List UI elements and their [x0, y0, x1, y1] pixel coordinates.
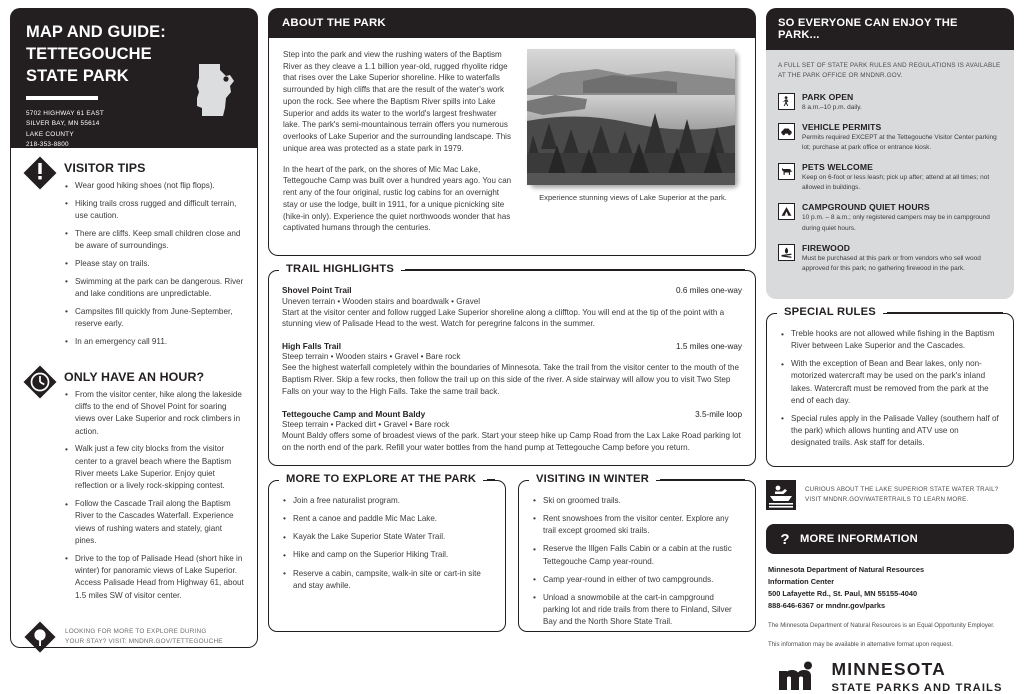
list-item: • Swimming at the park can be dangerous. River and lake conditions are unpredictable. — [64, 276, 245, 301]
dnr-address: 500 Lafayette Rd., St. Paul, MN 55155-4040 — [768, 589, 918, 599]
list-item: • Rent a canoe and paddle Mic Mac Lake. — [282, 513, 492, 525]
left-column — [10, 8, 258, 655]
svg-text:?: ? — [780, 531, 790, 549]
map-pin-diamond-icon — [23, 620, 57, 654]
rule-text: 10 p.m. – 8 a.m.; only registered campers may be in campground during quiet hours. — [802, 214, 990, 232]
trail-highlights-content — [268, 270, 756, 466]
trail-description: Start at the visitor center and follow rugged Lake Superior shoreline along a clifftop. You will end at the tip of the point with a stunning view of Palisade Head to the west. Watch for peregrine falcons in the summer. — [282, 307, 725, 329]
water-trail-note — [766, 480, 1014, 510]
legend-rule — [660, 479, 745, 480]
trail-entry — [282, 341, 742, 398]
canoe-icon — [766, 480, 796, 510]
more-information-body — [766, 554, 1014, 694]
right-column — [766, 8, 1014, 694]
dnr-phone: 888-646-6367 or mndnr.gov/parks — [768, 601, 886, 611]
explore-more-line-1: LOOKING FOR MORE TO EXPLORE DURING — [65, 627, 207, 635]
rule-body — [802, 243, 1002, 274]
list-item: • Kayak the Lake Superior State Water Trail. — [282, 531, 492, 543]
rule-title: CAMPGROUND QUIET HOURS — [802, 202, 930, 213]
visiting-in-winter-list — [532, 495, 742, 629]
rule-body — [802, 202, 1002, 233]
trail-name: High Falls Trail — [282, 340, 342, 351]
question-mark-icon — [778, 531, 792, 547]
more-to-explore-box — [268, 472, 506, 632]
list-item: • With the exception of Bean and Bear lakes, only non-motorized watercraft may be used on the park's inland lakes. Watercraft must be removed from the park at the end of each day. — [780, 358, 1000, 407]
dnr-dept: Information Center — [768, 577, 835, 587]
address-line-3: LAKE COUNTY — [26, 130, 74, 138]
equal-opportunity-text: The Minnesota Department of Natural Resources is an Equal Opportunity Employer. — [768, 622, 995, 630]
address-line-2: SILVER BAY, MN 55614 — [26, 120, 100, 128]
legend-rule — [887, 312, 1003, 313]
list-item: • Drive to the top of Palisade Head (short hike in winter) for panoramic views of Lake Superior. Access Palisade Head from Highway 61, about 1.5 miles SW of visitor center. — [64, 553, 245, 602]
list-item: • Rent snowshoes from the visitor center. Explore any trail except groomed ski trails. — [532, 513, 742, 537]
mn-wordmark: MINNESOTA — [831, 658, 946, 679]
only-have-an-hour-section — [23, 367, 245, 608]
list-item: • Reserve a cabin, campsite, walk-in site or cart-in site and stay awhile. — [282, 568, 492, 592]
about-the-park-body — [268, 38, 756, 256]
dog-icon — [778, 163, 795, 180]
explore-more-note — [23, 620, 245, 654]
address-email: TETTEGOUCHE.STATEPARK@STATE.MN.US — [26, 151, 170, 159]
trail-surface: Steep terrain • Wooden stairs • Gravel • Bare rock — [282, 352, 461, 362]
list-item: • Hike and camp on the Superior Hiking Trail. — [282, 549, 492, 561]
rule-text: Keep on 6-foot or less leash; pick up after; attend at all times; not allowed in buildings. — [802, 174, 990, 192]
rule-item — [778, 162, 1002, 193]
rule-text: 8 a.m.–10 p.m. daily. — [802, 104, 862, 112]
rule-body — [802, 162, 1002, 193]
special-rules-box — [766, 306, 1014, 467]
trail-length: 1.5 miles one-way — [676, 341, 742, 351]
about-paragraph: In the heart of the park, on the shores of Mic Mac Lake, Tettegouche Camp was built over a hundred years ago. You can rent any of the four original, rustic log cabins for an overnight stay or use the lodge, built in 1911, for a unique picnicking site (hike-in only). Experience the quiet northwoods wonder that has captivated humans through the centuries. — [283, 164, 512, 233]
lake-superior-shoreline-photo — [527, 49, 735, 185]
mn-logo-icon — [777, 661, 821, 691]
photo-block — [527, 49, 739, 245]
rule-item — [778, 243, 1002, 274]
title-divider — [26, 96, 98, 100]
explore-more-line-2: YOUR STAY? VISIT: MNDNR.GOV/TETTEGOUCHE — [65, 637, 223, 645]
trail-length: 0.6 miles one-way — [676, 286, 742, 295]
rule-title: FIREWOOD — [802, 242, 851, 253]
about-text — [283, 49, 513, 245]
trail-name: Shovel Point Trail — [282, 285, 352, 295]
list-item: • Camp year-round in either of two campgrounds. — [532, 574, 742, 586]
only-have-an-hour-title: ONLY HAVE AN HOUR? — [64, 369, 205, 384]
rule-title: VEHICLE PERMITS — [802, 122, 882, 133]
mn-wordmark-sub: STATE PARKS AND TRAILS — [831, 682, 1003, 694]
rule-body — [802, 122, 1002, 153]
explore-more-text — [65, 627, 223, 647]
car-icon — [778, 123, 795, 140]
visitor-tips-card — [10, 148, 258, 648]
visiting-in-winter-content — [518, 480, 756, 632]
list-item: • There are cliffs. Keep small children close and be aware of surroundings. — [64, 228, 245, 253]
page-title: MAP AND GUIDE: TETTEGOUCHE STATE PARK — [26, 23, 166, 85]
visiting-in-winter-box — [518, 472, 756, 632]
rule-item — [778, 122, 1002, 153]
list-item: • Walk just a few city blocks from the visitor center to a gravel beach where the Baptism River meets Lake Superior. Enjoy quiet reflection or a lively rock-skipping contest. — [64, 443, 245, 492]
about-paragraph: Step into the park and view the rushing waters of the Baptism River as they cleave a 1.1 billion year-old, rugged rhyolite ridge that rises over the Lake Superior shoreline. Hike to waterfalls surrounded by high cliffs that are the result of the water's work upon the rock. See where the Baptism River spills into Lake Superior and adds its water to the world's largest freshwater lake. The park's semi-mountainous terrain offers you numerous overlooks of Lake Superior and the surrounding landscape. This unique area was protected as a state park in 1979. — [283, 50, 511, 153]
rule-item — [778, 92, 1002, 113]
alternative-format-text: This information may be available in alternative format upon request. — [768, 640, 953, 648]
rule-text: Must be purchased at this park or from vendors who sell wood approved for this park; no gathering firewood in the park. — [802, 254, 981, 272]
address-phone: 218-353-8800 — [26, 140, 69, 148]
trail-surface: Uneven terrain • Wooden stairs and boardwalk • Gravel — [282, 296, 481, 306]
exclamation-diamond-icon — [23, 156, 57, 190]
clock-diamond-icon — [23, 365, 57, 399]
enjoy-the-park-body — [766, 50, 1014, 299]
list-item: • In an emergency call 911. — [64, 336, 245, 348]
special-rules-content — [766, 313, 1014, 467]
visitor-tips-body — [64, 158, 245, 354]
trail-highlights-box — [268, 263, 756, 466]
list-item: • Join a free naturalist program. — [282, 495, 492, 507]
visitor-tips-title: VISITOR TIPS — [64, 161, 146, 175]
list-item: • Treble hooks are not allowed while fishing in the Baptism River between Lake Superior and the Cascades. — [780, 328, 1000, 353]
list-item: • Ski on groomed trails. — [532, 495, 742, 507]
about-the-park-heading: ABOUT THE PARK — [268, 8, 756, 38]
more-to-explore-list — [282, 495, 492, 592]
only-have-an-hour-list — [64, 389, 245, 602]
campfire-icon — [778, 244, 795, 261]
visitor-tips-section — [23, 158, 245, 354]
more-to-explore-heading: MORE TO EXPLORE AT THE PARK — [279, 473, 483, 485]
more-information-heading: MORE INFORMATION — [800, 533, 918, 546]
trail-surface: Steep terrain • Packed dirt • Gravel • Bare rock — [282, 420, 450, 430]
list-item: • Special rules apply in the Palisade Valley (southern half of the park) which allows hunting and ATV use on designated trails. Ask staff for details. — [780, 413, 1000, 450]
three-column-layout — [10, 8, 1014, 694]
trail-length: 3.5-mile loop — [695, 409, 742, 419]
legend-rule — [487, 479, 495, 480]
visitor-tips-list — [64, 180, 245, 348]
bottom-boxes-row — [268, 472, 756, 632]
title-block — [10, 8, 258, 159]
trail-description: See the highest waterfall completely within the boundaries of Minnesota. Take the trail from the visitor center to the mouth of the Baptism River. Skip a few rocks, then follow the trail up on this side of the river. A side stairway will allow you to visit Two Step Falls on your way to the High Falls. Take the same trail back. — [282, 363, 739, 396]
dnr-contact — [768, 564, 1012, 612]
trail-name: Tettegouche Camp and Mount Baldy — [282, 408, 426, 419]
mn-wordmark-block — [831, 658, 1003, 694]
rules-intro-text: A FULL SET OF STATE PARK RULES AND REGULATIONS IS AVAILABLE AT THE PARK OFFICE OR MNDNR.GOV. — [778, 62, 1001, 80]
list-item: • Unload a snowmobile at the cart-in campground parking lot and ride trails from there to Finland, Silver Bay and the North Shore State Trail. — [532, 592, 742, 629]
list-item: • Wear good hiking shoes (not flip flops). — [64, 180, 245, 192]
list-item: • Reserve the Illgen Falls Cabin or a cabin at the rustic Tettegouche Camp year-round. — [532, 543, 742, 567]
enjoy-the-park-heading: SO EVERYONE CAN ENJOY THE PARK... — [766, 8, 1014, 50]
special-rules-list — [780, 328, 1000, 450]
list-item: • Please stay on trails. — [64, 258, 245, 270]
rule-title: PETS WELCOME — [802, 162, 873, 173]
special-rules-heading: SPECIAL RULES — [777, 306, 883, 318]
visiting-in-winter-heading: VISITING IN WINTER — [529, 473, 656, 485]
list-item: • Campsites fill quickly from June-September, reserve early. — [64, 306, 245, 331]
mn-brand-logo — [768, 658, 1012, 694]
rule-body — [802, 92, 862, 113]
only-have-an-hour-body — [64, 367, 245, 608]
legend-rule — [405, 269, 745, 270]
water-trail-text — [805, 485, 998, 505]
trail-entry — [282, 409, 742, 454]
water-trail-line-2: VISIT MNDNR.GOV/WATERTRAILS TO LEARN MORE. — [805, 496, 969, 504]
rule-item — [778, 202, 1002, 233]
water-trail-line-1: CURIOUS ABOUT THE LAKE SUPERIOR STATE WATER TRAIL? — [805, 486, 999, 494]
list-item: • From the visitor center, hike along the lakeside cliffs to the end of Shovel Point for soaring views over Lake Superior and rock climbers in action. — [64, 389, 245, 438]
hiker-icon — [778, 93, 795, 110]
dnr-org: Minnesota Department of Natural Resources — [768, 565, 925, 575]
trail-description: Mount Baldy offers some of broadest views of the park. Start your steep hike up Camp Road from the Lax Lake Road parking lot on the north end of the park. Refill your water bottles from the hand pump at Tettegouche Camp before you return. — [282, 431, 741, 452]
address-line-1: 5702 HIGHWAY 61 EAST — [26, 109, 105, 117]
trail-entry — [282, 285, 742, 330]
list-item: • Follow the Cascade Trail along the Baptism River to the Cascades Waterfall. Experience views of rushing waters and stately, giant pines. — [64, 498, 245, 547]
rule-title: PARK OPEN — [802, 92, 854, 103]
middle-column — [268, 8, 756, 655]
list-item: • Hiking trails cross rugged and difficult terrain, use caution. — [64, 198, 245, 223]
tent-icon — [778, 203, 795, 220]
rule-text: Permits required EXCEPT at the Tettegouche Visitor Center parking lot; purchase at park office or entrance kiosk. — [802, 134, 997, 152]
more-information-heading-bar — [766, 524, 1014, 554]
more-to-explore-content — [268, 480, 506, 632]
trail-highlights-heading: TRAIL HIGHLIGHTS — [279, 263, 401, 275]
minnesota-state-outline-icon — [190, 56, 244, 124]
photo-caption: Experience stunning views of Lake Superior at the park. — [539, 193, 727, 202]
